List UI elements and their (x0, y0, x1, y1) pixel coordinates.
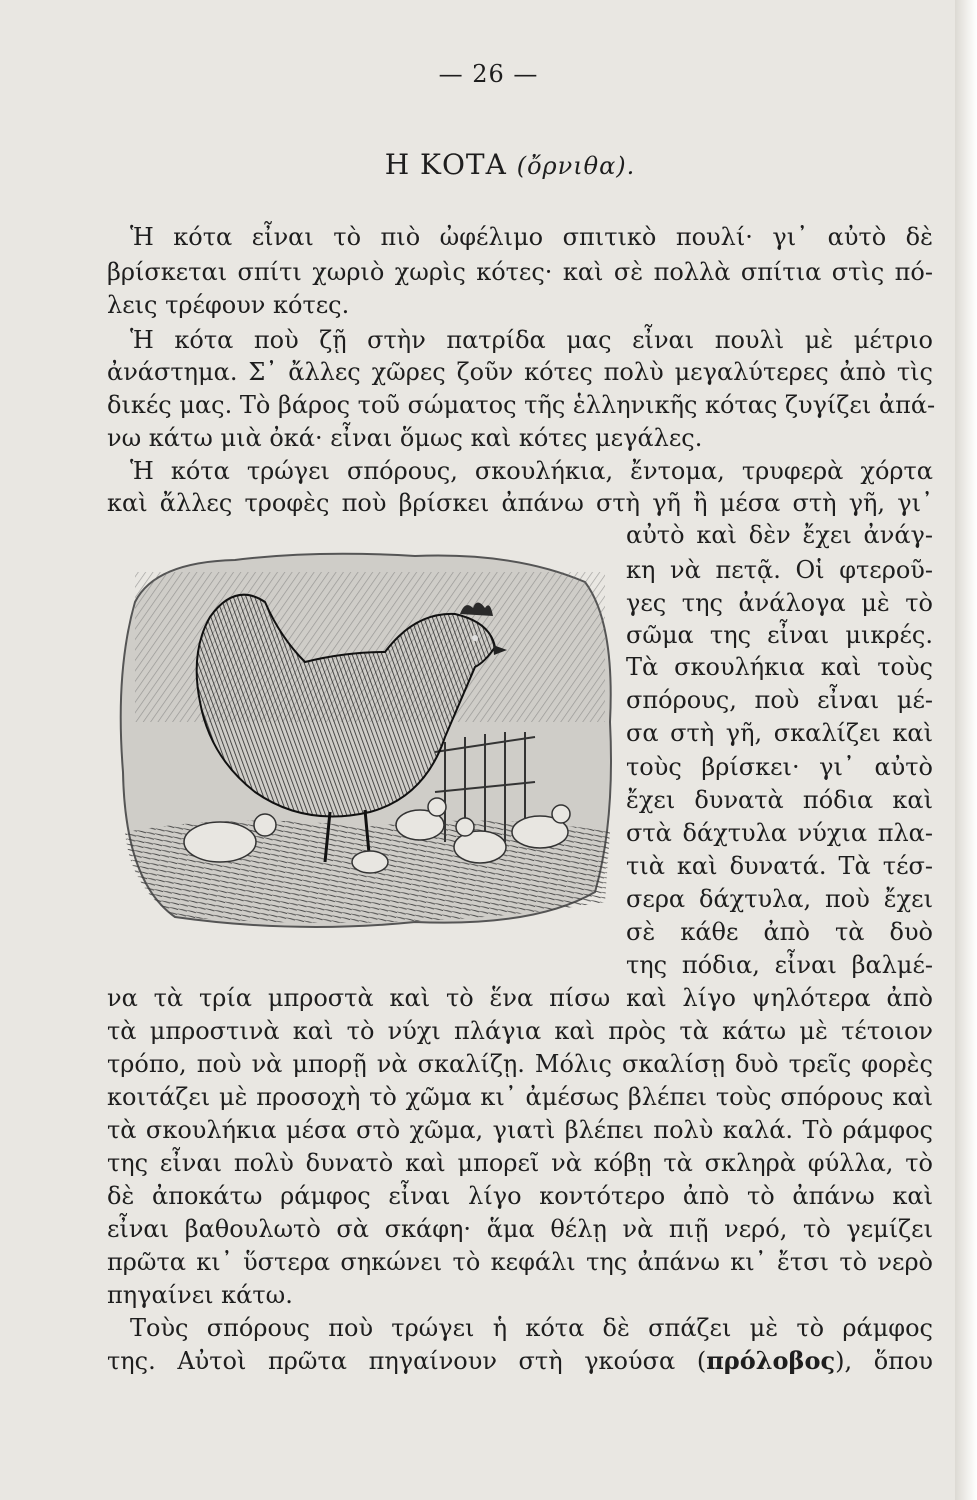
text-line: κοιτάζει μὲ προσοχὴ τὸ χῶμα κι᾽ ἀμέσως βλέπει τοὺς σπόρους καὶ (107, 1083, 933, 1111)
text-line: λεις τρέφουν κότες. (107, 291, 350, 319)
text-line: βρίσκεται σπίτι χωριὸ χωρὶς κότες· καὶ σὲ πολλὰ σπίτια στὶς πό- (107, 258, 933, 286)
text-line: δικές μας. Τὸ βάρος τοῦ σώματος τῆς ἑλληνικῆς κότας ζυγίζει ἀπά- (107, 391, 936, 419)
text-line: ἀνάστημα. Σ᾽ ἄλλες χῶρες ζοῦν κότες πολὺ μεγαλύτερες ἀπὸ τὶς (107, 358, 933, 386)
text-line: σὲ κάθε ἀπὸ τὰ δυὸ (626, 918, 933, 946)
text-line: δὲ ἀποκάτω ράμφος εἶναι λίγο κοντότερο ἀπὸ τὸ ἀπάνω καὶ (107, 1182, 933, 1210)
text-line: πρῶτα κι᾽ ὕστερα σηκώνει τὸ κεφάλι της ἀπάνω κι᾽ ἔτσι τὸ νερὸ (107, 1248, 933, 1276)
text-line: σῶμα της εἶναι μικρές. (626, 621, 933, 649)
text-line: στὰ δάχτυλα νύχια πλα- (626, 819, 933, 847)
text-line: γες της ἀνάλογα μὲ τὸ (626, 589, 933, 617)
text-line: τὰ μπροστινὰ καὶ τὸ νύχι πλάγια καὶ πρὸς τὰ κάτω μὲ τέτοιον (107, 1017, 933, 1045)
text-line: σα στὴ γῆ, σκαλίζει καὶ (626, 719, 933, 747)
text-line: κη νὰ πετᾷ. Οἱ φτεροῦ- (626, 556, 933, 584)
text-line: Ἡ κότα τρώγει σπόρους, σκουλήκια, ἔντομα, τρυφερὰ χόρτα (130, 457, 933, 485)
title-subtitle: (ὄρνιθα). (516, 152, 636, 180)
text-line: ἔχει δυνατὰ πόδια καὶ (626, 786, 933, 814)
text-line: της εἶναι πολὺ δυνατὸ καὶ μπορεῖ νὰ κόβῃ τὰ σκληρὰ φύλλα, τὸ (107, 1149, 933, 1177)
page-number: — 26 — (438, 60, 539, 88)
text-line: να τὰ τρία μπροστὰ καὶ τὸ ἕνα πίσω καὶ λίγο ψηλότερα ἀπὸ (107, 984, 933, 1012)
text-line: καὶ ἄλλες τροφὲς ποὺ βρίσκει ἀπάνω στὴ γῆ ἢ μέσα στὴ γῆ, γι᾽ (107, 489, 933, 517)
title-text: Η ΚΟΤΑ (384, 148, 507, 181)
text-line: εἶναι βαθουλωτὸ σὰ σκάφη· ἅμα θέλῃ νὰ πιῇ νερό, τὸ γεμίζει (107, 1215, 933, 1243)
text-line: τρόπο, ποὺ νὰ μπορῇ νὰ σκαλίζῃ. Μόλις σκαλίσῃ δυὸ τρεῖς φορὲς (107, 1050, 933, 1078)
text-line: σπόρους, ποὺ εἶναι μέ- (626, 686, 933, 714)
text-line: Τοὺς σπόρους ποὺ τρώγει ἡ κότα δὲ σπάζει μὲ τὸ ράμφος (130, 1314, 933, 1342)
hen-illustration (115, 542, 618, 934)
text-line: πηγαίνει κάτω. (107, 1281, 293, 1309)
text-line: τιὰ καὶ δυνατά. Τὰ τέσ- (626, 852, 933, 880)
text-line: Τὰ σκουλήκια καὶ τοὺς (626, 653, 933, 681)
text-line: Ἡ κότα εἶναι τὸ πιὸ ὠφέλιμο σπιτικὸ πουλί· γι᾽ αὐτὸ δὲ (130, 223, 933, 251)
text-line: Ἡ κότα ποὺ ζῇ στὴν πατρίδα μας εἶναι πουλὶ μὲ μέτριο (130, 326, 933, 354)
page-edge-shadow (955, 0, 977, 1500)
chapter-title (0, 148, 977, 181)
text-line: σερα δάχτυλα, ποὺ ἔχει (626, 885, 933, 913)
text-line: της πόδια, εἶναι βαλμέ- (626, 951, 933, 979)
text-line: αὐτὸ καὶ δὲν ἔχει ἀνάγ- (626, 521, 933, 549)
text-line-with-bold (107, 1346, 933, 1376)
text-line: τοὺς βρίσκει· γι᾽ αὐτὸ (626, 753, 933, 781)
text-line: νω κάτω μιὰ ὀκά· εἶναι ὅμως καὶ κότες μεγάλες. (107, 424, 703, 452)
text-segment: ), ὅπου (835, 1347, 934, 1375)
bold-term: πρόλοβος (706, 1346, 836, 1375)
text-line: τὰ σκουλήκια μέσα στὸ χῶμα, γιατὶ βλέπει πολὺ καλά. Τὸ ράμφος (107, 1116, 933, 1144)
text-segment: της. Αὐτοὶ πρῶτα πηγαίνουν στὴ γκούσα ( (107, 1347, 707, 1375)
